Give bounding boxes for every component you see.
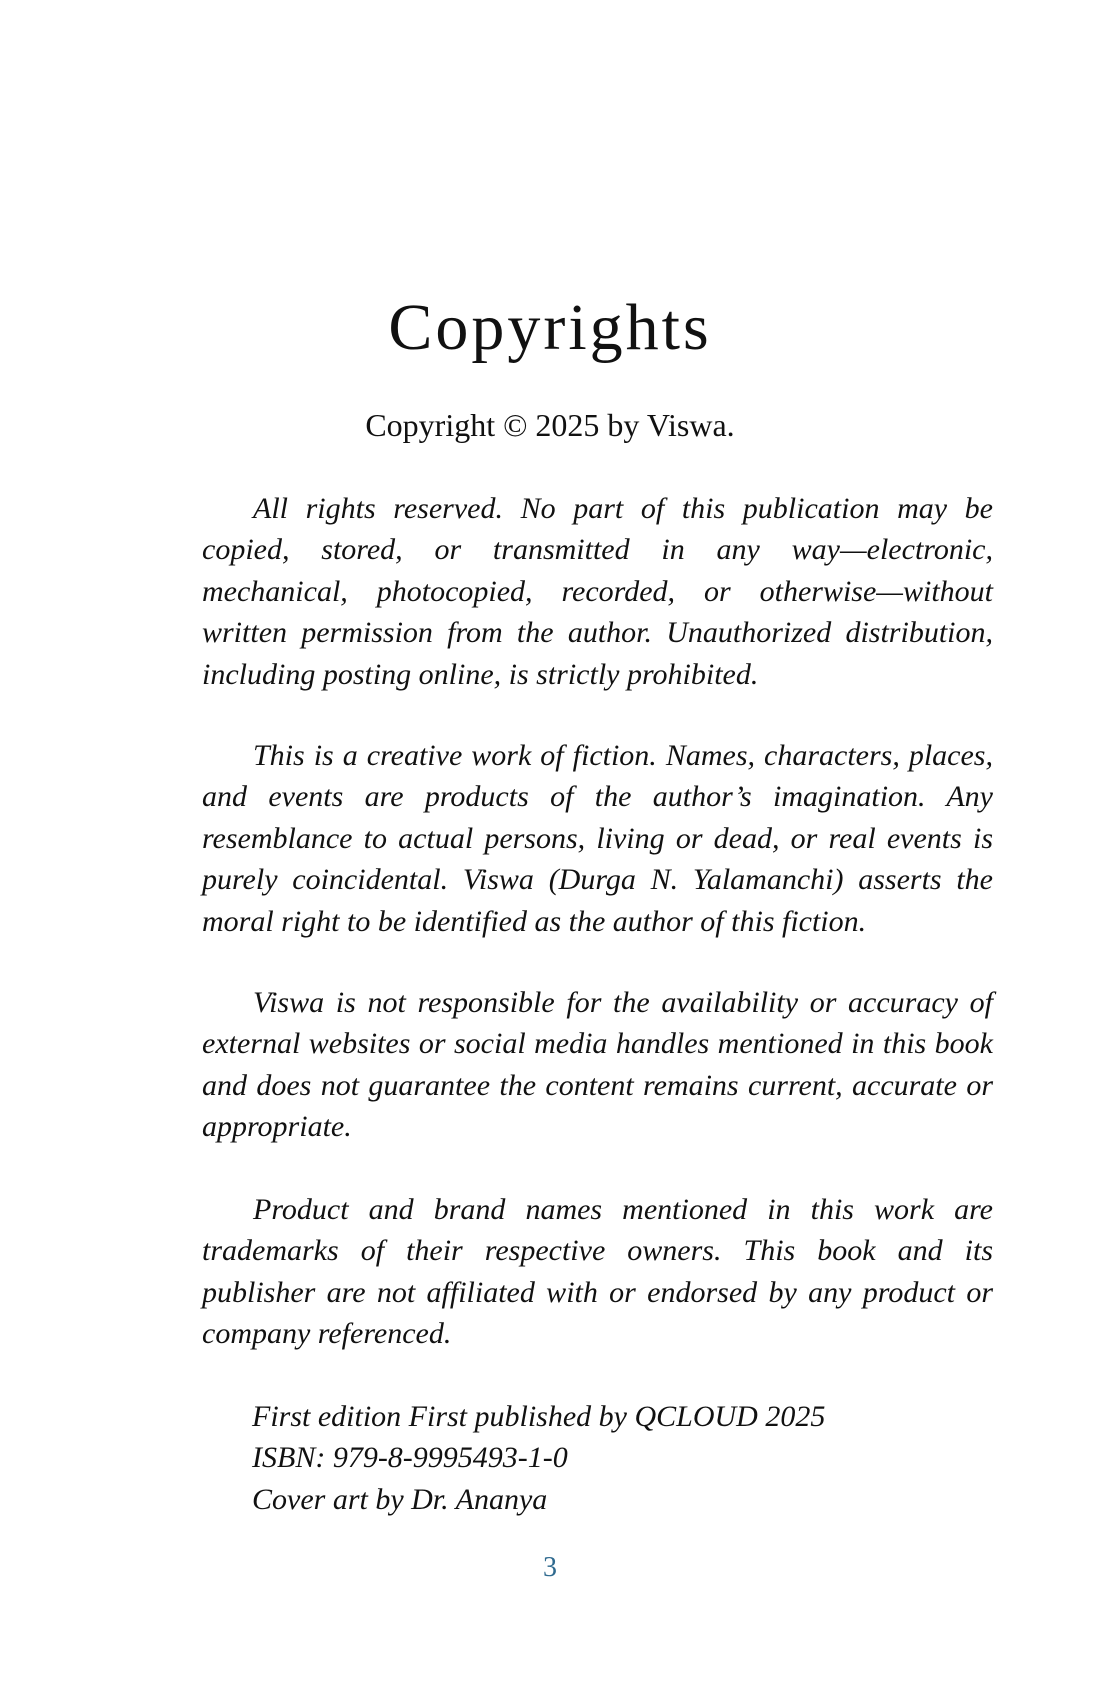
isbn-line: ISBN: 979-8-9995493-1-0 bbox=[252, 1441, 568, 1475]
edition-line: First edition First published by QCLOUD 2025 bbox=[252, 1400, 826, 1433]
cover-art-line: Cover art by Dr. Ananya bbox=[252, 1482, 548, 1516]
trademarks-paragraph: Product and brand names mentioned in this work are trademarks of their respective owners. This book and its publisher are not affiliated with or endorsed by any product or company referenced. bbox=[202, 1193, 993, 1351]
fiction-disclaimer-paragraph: This is a creative work of fiction. Names, characters, places, and events are products of the author’s imagination. Any resemblance to actual persons, living or dead, or real events is purely coincidental. Viswa (Durga N. Yalamanchi) asserts the moral right to be identified as the author of this fiction. bbox=[202, 739, 993, 938]
rights-paragraph: All rights reserved. No part of this publication may be copied, stored, or transmitted in any way—electronic, mechanical, photocopied, recorded, or otherwise—without written permission from the author. Unauthorized distribution, including posting online, is strictly prohibited. bbox=[202, 492, 993, 691]
external-links-paragraph: Viswa is not responsible for the availability or accuracy of external websites or social media handles mentioned in this book and does not guarantee the content remains current, accurate or appropriate. bbox=[202, 986, 993, 1144]
colophon bbox=[252, 1396, 825, 1520]
copyright-line: Copyright © 2025 by Viswa. bbox=[365, 407, 735, 443]
page-title: Copyrights bbox=[388, 291, 712, 364]
page-number: 3 bbox=[543, 1552, 557, 1583]
